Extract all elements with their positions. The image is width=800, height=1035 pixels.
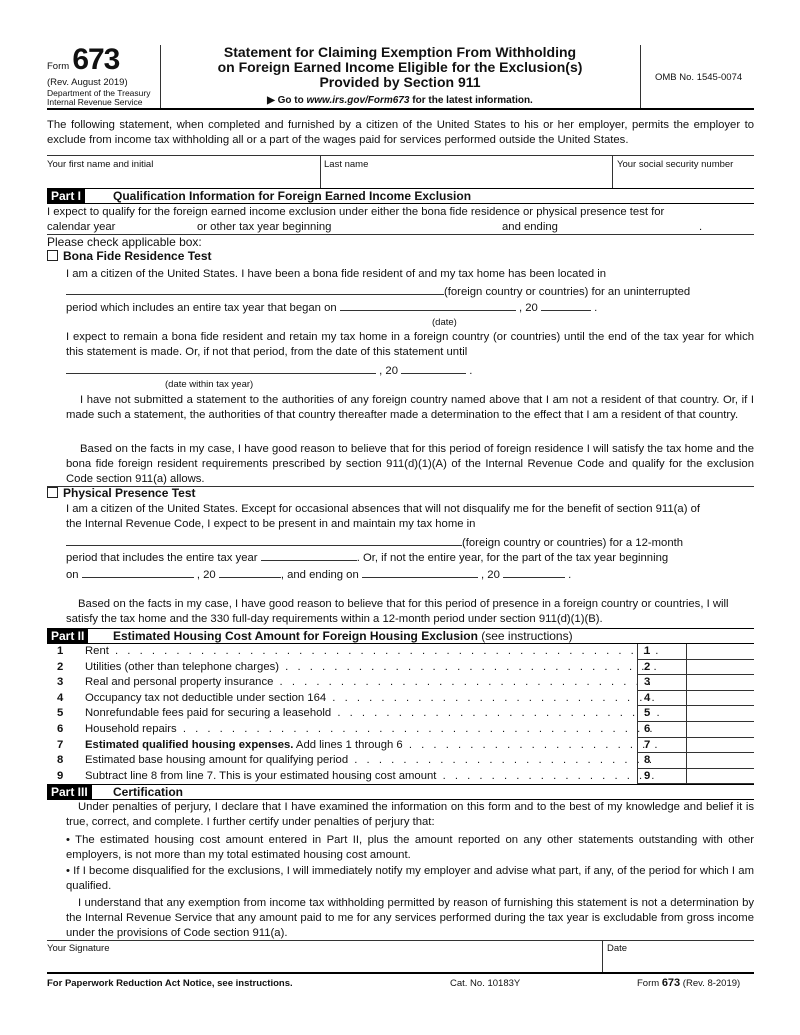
housing-line-2 bbox=[47, 660, 754, 676]
line-description bbox=[85, 738, 660, 754]
line-text: Estimated base housing amount for qualifying period bbox=[85, 754, 349, 767]
date-caption: (date) bbox=[432, 317, 457, 328]
line-text: Occupancy tax not deductible under section 164 bbox=[85, 691, 327, 704]
department: Department of the Treasury bbox=[47, 88, 151, 98]
ending-on-label: , and ending on bbox=[280, 569, 359, 581]
physical-presence-text: I am a citizen of the United States. Except for occasional absences that will not disqualify me for the benefit of section 911(a) of the Internal Revenue Code, I expect to be present in and maintain my tax home in bbox=[66, 503, 701, 530]
bona-fide-text: I am a citizen of the United States. I have been a bona fide resident of and my tax home has been located in bbox=[66, 268, 607, 280]
line-number: 5 bbox=[57, 707, 64, 720]
pp-country-field[interactable] bbox=[66, 535, 462, 546]
housing-line-5 bbox=[47, 706, 754, 722]
agency: Internal Revenue Service bbox=[47, 97, 143, 107]
housing-line-9 bbox=[47, 769, 754, 785]
footer-rev: (Rev. 8-2019) bbox=[680, 978, 741, 989]
last-name-field[interactable] bbox=[322, 170, 610, 187]
first-name-field[interactable] bbox=[48, 170, 318, 187]
line-box-number: 6 bbox=[637, 722, 686, 738]
pp-country-label: (foreign country or countries) for a 12-month bbox=[462, 537, 684, 549]
foreign-country-field[interactable] bbox=[66, 284, 444, 295]
date-field[interactable] bbox=[605, 954, 753, 971]
dot: . bbox=[469, 365, 473, 377]
start-date-field[interactable] bbox=[340, 300, 516, 311]
year-prefix: , 20 bbox=[518, 302, 538, 314]
pp-end-year-field[interactable] bbox=[503, 567, 565, 578]
part2-header bbox=[47, 628, 754, 644]
line-amount-field[interactable] bbox=[686, 644, 754, 660]
part1-tag: Part I bbox=[47, 189, 85, 203]
year-prefix: , 20 bbox=[379, 365, 398, 377]
year-prefix: , 20 bbox=[196, 569, 216, 581]
line-box-number: 3 bbox=[637, 675, 686, 691]
line-text: Add lines 1 through 6 bbox=[293, 738, 403, 751]
part2-title-suffix: (see instructions) bbox=[477, 629, 573, 643]
line-description bbox=[85, 644, 660, 660]
bona-fide-option[interactable] bbox=[47, 249, 211, 264]
expect-text: I expect to qualify for the foreign earned income exclusion under either the bona fide residence or physical presence test for bbox=[47, 206, 665, 218]
line-number: 6 bbox=[57, 723, 64, 735]
calendar-year-field[interactable] bbox=[118, 222, 188, 234]
line-description bbox=[85, 722, 660, 738]
bullet-housing: • The estimated housing cost amount entered in Part II, plus the amount reported on any other statements outstanding with other employers, is not more than my total estimated housing cost amount. bbox=[66, 834, 754, 861]
line-box-number: 7 bbox=[637, 738, 686, 754]
bona-fide-belief-paragraph: Based on the facts in my case, I have good reason to believe that for this period of foreign residence I will satisfy the tax home and the bona fide foreign resident requirements prescribed by section 911(d)(1)(A) of the Internal Revenue Code and qualify for the exclusion Code section 911(a) allows. bbox=[66, 443, 754, 485]
intro-text: The following statement, when completed and furnished by a citizen of the United States to his or her employer, permits the employer to exclude from income tax withholding all or a part of the wages paid for services performed outside the United States. bbox=[47, 119, 754, 146]
last-name-label: Last name bbox=[324, 159, 369, 170]
footer-form-number: 673 bbox=[661, 977, 681, 989]
goto-suffix: for the latest information. bbox=[409, 95, 533, 106]
omb-number: OMB No. 1545-0074 bbox=[655, 72, 743, 83]
bona-fide-checkbox[interactable] bbox=[47, 250, 58, 261]
line-number: 8 bbox=[57, 754, 64, 767]
until-date-field[interactable] bbox=[66, 363, 376, 374]
line-number: 9 bbox=[57, 769, 64, 782]
date-within-caption: (date within tax year) bbox=[165, 379, 254, 390]
line-amount-field[interactable] bbox=[686, 722, 754, 738]
signature-field[interactable] bbox=[48, 954, 600, 971]
bullet-disqualified: • If I become disqualified for the exclusions, I will immediately notify my employer and advise what part, if any, of the period for which I am qualified. bbox=[66, 865, 754, 892]
line-box-number: 9 bbox=[637, 769, 686, 785]
start-year-field[interactable] bbox=[541, 300, 591, 311]
line-amount-field[interactable] bbox=[686, 738, 754, 754]
perjury-paragraph: Under penalties of perjury, I declare that I have examined the information on this form and to the best of my knowledge and belief it is true, correct, and complete. I further certify under penalties of perjury that: bbox=[66, 801, 754, 828]
dot: . bbox=[594, 302, 598, 314]
other-year-label: or other tax year beginning bbox=[197, 221, 332, 233]
form-title bbox=[160, 45, 640, 90]
line-description bbox=[85, 706, 660, 722]
form-number-value: 673 bbox=[72, 43, 120, 76]
ssn-label: Your social security number bbox=[617, 159, 734, 170]
year-prefix: , 20 bbox=[481, 569, 500, 581]
part2-tag: Part II bbox=[47, 629, 88, 643]
form-label: Form bbox=[47, 61, 70, 72]
part-year-text: . Or, if not the entire year, for the part of the tax year beginning bbox=[356, 552, 669, 564]
line-description bbox=[85, 691, 660, 707]
housing-line-6 bbox=[47, 722, 754, 738]
physical-presence-label: Physical Presence Test bbox=[63, 486, 196, 500]
line-box-number: 8 bbox=[637, 753, 686, 769]
goto-prefix: ▶ Go to bbox=[267, 95, 307, 106]
line-box-number: 4 bbox=[637, 691, 686, 707]
pp-end-date-field[interactable] bbox=[362, 567, 478, 578]
line-number: 2 bbox=[57, 660, 64, 673]
part2-title: Estimated Housing Cost Amount for Foreign Housing Exclusion bbox=[113, 629, 478, 643]
begin-date-field[interactable] bbox=[350, 222, 495, 234]
remain-text: I expect to remain a bona fide resident and retain my tax home in a foreign country (or countries) until the end of the tax year for which this statement is made. Or, if not that period, from the date of this statement until bbox=[66, 331, 754, 358]
please-check-label: Please check applicable box: bbox=[47, 235, 202, 249]
line-text: Rent bbox=[85, 645, 109, 657]
calendar-year-label: calendar year bbox=[47, 221, 116, 233]
part1-title: Qualification Information for Foreign Earned Income Exclusion bbox=[113, 189, 472, 203]
dot: . bbox=[568, 569, 572, 581]
footer-form-id bbox=[637, 976, 740, 991]
period-text: period which includes an entire tax year that began on bbox=[66, 302, 337, 314]
part1-header bbox=[47, 188, 754, 204]
line-amount-field[interactable] bbox=[686, 660, 754, 676]
line-amount-field[interactable] bbox=[686, 691, 754, 707]
line-text: Real and personal property insurance bbox=[85, 676, 274, 689]
line-number: 7 bbox=[57, 738, 64, 751]
housing-line-3 bbox=[47, 675, 754, 691]
on-label: on bbox=[66, 569, 79, 581]
date-label: Date bbox=[607, 943, 628, 954]
line-box-number: 2 bbox=[637, 660, 686, 676]
first-name-label: Your first name and initial bbox=[47, 159, 154, 170]
title-line: on Foreign Earned Income Eligible for the Exclusion(s) bbox=[217, 59, 583, 75]
line-box-number: 5 bbox=[637, 706, 686, 722]
line-box-number: 1 bbox=[637, 644, 686, 660]
line-description bbox=[85, 675, 660, 691]
pp-begin-year-field[interactable] bbox=[219, 567, 281, 578]
catalog-number: Cat. No. 10183Y bbox=[450, 978, 521, 989]
line-description bbox=[85, 660, 660, 676]
tax-year-text: period that includes the entire tax year bbox=[66, 552, 258, 564]
part3-title: Certification bbox=[113, 785, 184, 799]
goto-line bbox=[160, 95, 640, 107]
physical-presence-checkbox[interactable] bbox=[47, 487, 58, 498]
tax-year-field[interactable] bbox=[261, 550, 357, 561]
understand-paragraph: I understand that any exemption from income tax withholding permitted by reason of furnishing this statement is not a determination by the Internal Revenue Service that any amount paid to me for any services performed during the tax year is excludable from gross income under the provisions of Code section 911(a). bbox=[66, 897, 754, 939]
line-amount-field[interactable] bbox=[686, 769, 754, 785]
title-line: Provided by Section 911 bbox=[319, 74, 481, 90]
and-ending-label: and ending bbox=[502, 221, 558, 233]
housing-line-8 bbox=[47, 753, 754, 769]
housing-line-4 bbox=[47, 691, 754, 707]
paperwork-notice: For Paperwork Reduction Act Notice, see instructions. bbox=[47, 978, 293, 989]
line-number: 1 bbox=[57, 645, 64, 657]
bona-fide-label: Bona Fide Residence Test bbox=[63, 249, 212, 263]
line-amount-field[interactable] bbox=[686, 675, 754, 691]
housing-line-1 bbox=[47, 644, 754, 660]
ssn-field[interactable] bbox=[614, 170, 753, 187]
line-text: Nonrefundable fees paid for securing a leasehold bbox=[85, 707, 332, 720]
line-text: Utilities (other than telephone charges) bbox=[85, 660, 280, 673]
revision: (Rev. August 2019) bbox=[47, 77, 128, 88]
line-text: Household repairs bbox=[85, 723, 177, 735]
line-number: 4 bbox=[57, 691, 64, 704]
line-number: 3 bbox=[57, 676, 64, 689]
period-mark: . bbox=[699, 221, 703, 233]
footer-form-word: Form bbox=[637, 978, 662, 989]
physical-presence-option[interactable] bbox=[47, 486, 196, 501]
physical-belief-paragraph: Based on the facts in my case, I have good reason to believe that for this period of presence in a foreign country or countries, I will satisfy the tax home and the 330 full-day requirements within a 12-month period under section 911(d)(1)(B). bbox=[66, 598, 729, 625]
irs-link[interactable]: www.irs.gov/Form673 bbox=[306, 95, 410, 106]
foreign-country-label: (foreign country or countries) for an uninterrupted bbox=[444, 286, 691, 298]
signature-label: Your Signature bbox=[47, 943, 110, 954]
end-date-field[interactable] bbox=[565, 222, 695, 234]
housing-line-7 bbox=[47, 738, 754, 754]
line-text: Subtract line 8 from line 7. This is your estimated housing cost amount bbox=[85, 769, 437, 782]
part3-tag: Part III bbox=[47, 785, 92, 799]
title-line: Statement for Claiming Exemption From Withholding bbox=[223, 44, 577, 60]
form-number bbox=[47, 43, 120, 76]
line-amount-field[interactable] bbox=[686, 706, 754, 722]
line-description bbox=[85, 753, 660, 769]
line-description bbox=[85, 769, 660, 785]
statement-paragraph: I have not submitted a statement to the authorities of any foreign country named above that I am not a resident of that country. Or, if I made such a statement, the authorities of that country thereafter made a determination to the effect that I am a resident of that country. bbox=[66, 394, 754, 421]
part3-header bbox=[47, 784, 754, 800]
until-year-field[interactable] bbox=[401, 363, 466, 374]
pp-begin-date-field[interactable] bbox=[82, 567, 194, 578]
line-bold-text: Estimated qualified housing expenses. bbox=[85, 738, 294, 751]
line-amount-field[interactable] bbox=[686, 753, 754, 769]
